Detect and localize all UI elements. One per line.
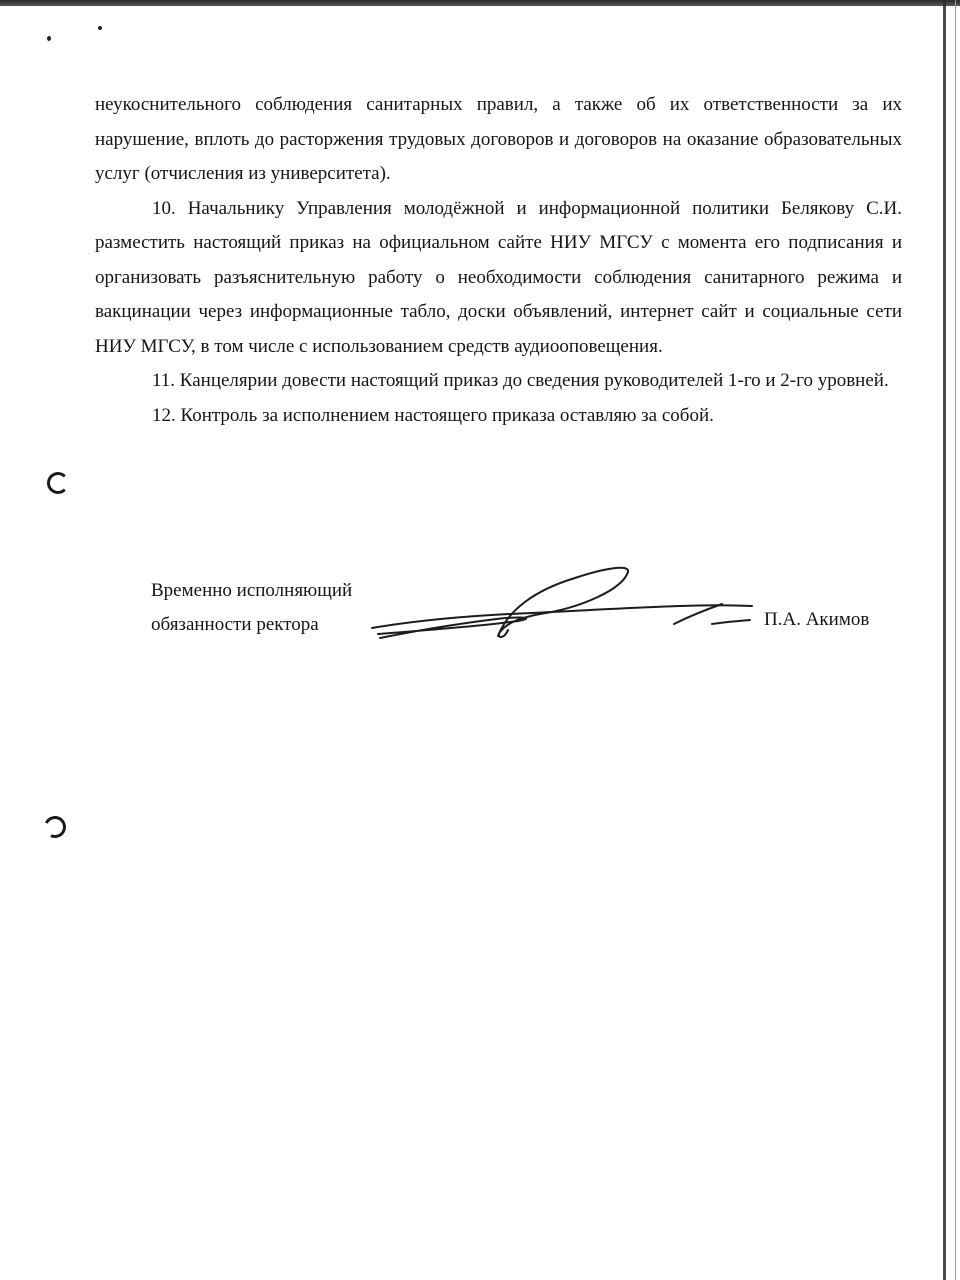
scan-speck [98, 26, 102, 30]
scan-right-edge [943, 0, 946, 1280]
scan-right-edge-thin [955, 0, 956, 1280]
scan-top-edge [0, 0, 960, 6]
paragraph-item-11: 11. Канцелярии довести настоящий приказ до сведения руководителей 1-го и 2-го уровней. [152, 370, 889, 391]
punch-hole-mark [41, 813, 69, 841]
signer-name: П.А. Акимов [764, 609, 870, 630]
handwritten-signature [360, 550, 760, 660]
signature-title-line2: обязанности ректора [151, 614, 319, 635]
scan-speck [47, 36, 51, 41]
paragraph-continuation: неукоснительного соблюдения санитарных правил, а также об их ответственности за их нарушение, вплоть до расторжения трудовых договоров и договоров на оказание образовательных услуг (отчисления из университета). [95, 94, 902, 184]
paragraph-item-10: 10. Начальнику Управления молодёжной и информационной политики Белякову С.И. разместить настоящий приказ на официальном сайте НИУ МГСУ с момента его подписания и организовать разъяснительную работу о необходимости соблюдения санитарного режима и вакцинации через информационные табло, доски объявлений, интернет сайт и социальные сети НИУ МГСУ, в том числе с использованием средств аудиооповещения. [95, 197, 902, 357]
signature-title-line1: Временно исполняющий [151, 580, 353, 601]
paragraph-item-12: 12. Контроль за исполнением настоящего приказа оставляю за собой. [152, 404, 714, 426]
signature-title [151, 574, 352, 642]
punch-hole-mark [47, 472, 69, 494]
document-body [95, 88, 902, 433]
